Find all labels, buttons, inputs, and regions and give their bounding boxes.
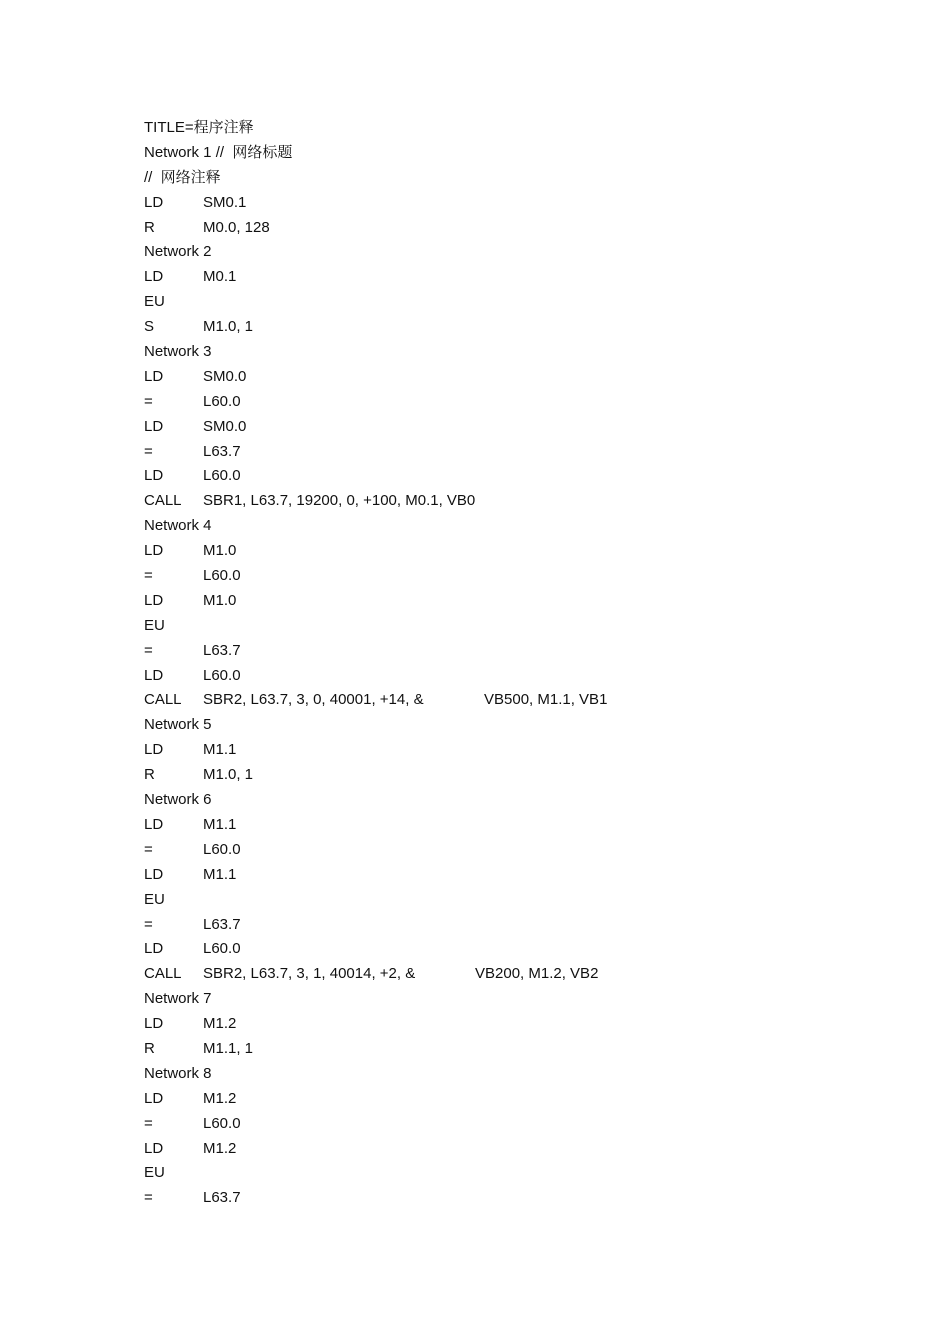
opcode: LD [144,666,164,684]
operands: M1.1 [203,815,237,833]
instruction-line [144,838,864,863]
operands: L60.0 [203,567,241,585]
instruction-line [144,813,864,838]
opcode: LD [144,1015,164,1033]
operands: SBR2, L63.7, 3, 0, 40001, +14, & [203,691,424,709]
operands: L63.7 [203,442,241,460]
operands: L60.0 [203,392,241,410]
operands-continuation: VB200, M1.2, VB2 [475,965,599,983]
operands: M0.0, 128 [203,218,270,236]
operands: M1.0 [203,591,237,609]
opcode: R [144,766,155,784]
opcode: EU [144,293,165,311]
program-listing [144,116,864,1211]
instruction-line [144,191,864,216]
instruction-line [144,1186,864,1211]
operands: M1.1 [203,741,237,759]
instruction-line [144,639,864,664]
opcode: = [144,1114,153,1132]
opcode: LD [144,542,164,560]
instruction-line [144,1137,864,1162]
opcode: = [144,915,153,933]
opcode: CALL [144,492,182,510]
instruction-line [144,913,864,938]
instruction-line [144,265,864,290]
instruction-line [144,1087,864,1112]
opcode: CALL [144,965,182,983]
opcode: LD [144,940,164,958]
operands: M1.1 [203,865,237,883]
opcode: LD [144,467,164,485]
instruction-line [144,688,864,713]
opcode: LD [144,193,164,211]
instruction-line [144,1012,864,1037]
opcode: EU [144,1164,165,1182]
operands: M1.2 [203,1015,237,1033]
network-header: Network 6 [144,791,212,809]
opcode: = [144,392,153,410]
network-header: Network 8 [144,1064,212,1082]
network-header: Network 4 [144,517,212,535]
instruction-line [144,863,864,888]
opcode: LD [144,1089,164,1107]
operands: SBR1, L63.7, 19200, 0, +100, M0.1, VB0 [203,492,476,510]
opcode: LD [144,815,164,833]
network-header: Network 1 // 网络标题 [144,143,293,161]
operands: L63.7 [203,915,241,933]
opcode: LD [144,417,164,435]
operands: L63.7 [203,641,241,659]
opcode: = [144,442,153,460]
opcode: LD [144,1139,164,1157]
instruction-line [144,1112,864,1137]
instruction-line [144,390,864,415]
operands: SM0.0 [203,367,247,385]
instruction-line [144,664,864,689]
opcode: LD [144,741,164,759]
instruction-line [144,365,864,390]
program-title: TITLE=程序注释 [144,119,254,136]
opcode: LD [144,591,164,609]
instruction-line [144,489,864,514]
opcode: = [144,840,153,858]
network-comment: // 网络注释 [144,168,221,186]
opcode: LD [144,268,164,286]
opcode: EU [144,890,165,908]
network-header: Network 3 [144,343,212,361]
instruction-line [144,962,864,987]
instruction-line [144,1037,864,1062]
opcode: R [144,218,155,236]
operands: L60.0 [203,1114,241,1132]
operands: M1.0, 1 [203,766,254,784]
network-header: Network 5 [144,716,212,734]
operands: M1.2 [203,1139,237,1157]
instruction-lines [144,191,864,1212]
instruction-line [144,937,864,962]
instruction-line [144,464,864,489]
instruction-line [144,290,864,315]
operands: M0.1 [203,268,237,286]
instruction-line [144,415,864,440]
opcode: LD [144,865,164,883]
operands: L60.0 [203,666,241,684]
instruction-line [144,738,864,763]
operands: M1.0 [203,542,237,560]
operands: SM0.1 [203,193,247,211]
operands: M1.2 [203,1089,237,1107]
operands: SM0.0 [203,417,247,435]
instruction-line [144,614,864,639]
instruction-line [144,888,864,913]
opcode: LD [144,367,164,385]
instruction-line [144,564,864,589]
instruction-line [144,315,864,340]
opcode: = [144,641,153,659]
opcode: EU [144,616,165,634]
instruction-line [144,216,864,241]
opcode: = [144,1189,153,1207]
operands: L60.0 [203,840,241,858]
operands: L60.0 [203,467,241,485]
instruction-line [144,763,864,788]
opcode: R [144,1039,155,1057]
instruction-line [144,589,864,614]
instruction-line [144,440,864,465]
network-header: Network 2 [144,243,212,261]
network-header: Network 7 [144,990,212,1008]
instruction-line [144,539,864,564]
opcode: CALL [144,691,182,709]
operands: SBR2, L63.7, 3, 1, 40014, +2, & [203,965,416,983]
opcode: = [144,567,153,585]
operands: M1.1, 1 [203,1039,254,1057]
operands-continuation: VB500, M1.1, VB1 [484,691,608,709]
operands: L63.7 [203,1189,241,1207]
operands: M1.0, 1 [203,318,254,336]
operands: L60.0 [203,940,241,958]
instruction-line [144,1161,864,1186]
opcode: S [144,318,155,336]
